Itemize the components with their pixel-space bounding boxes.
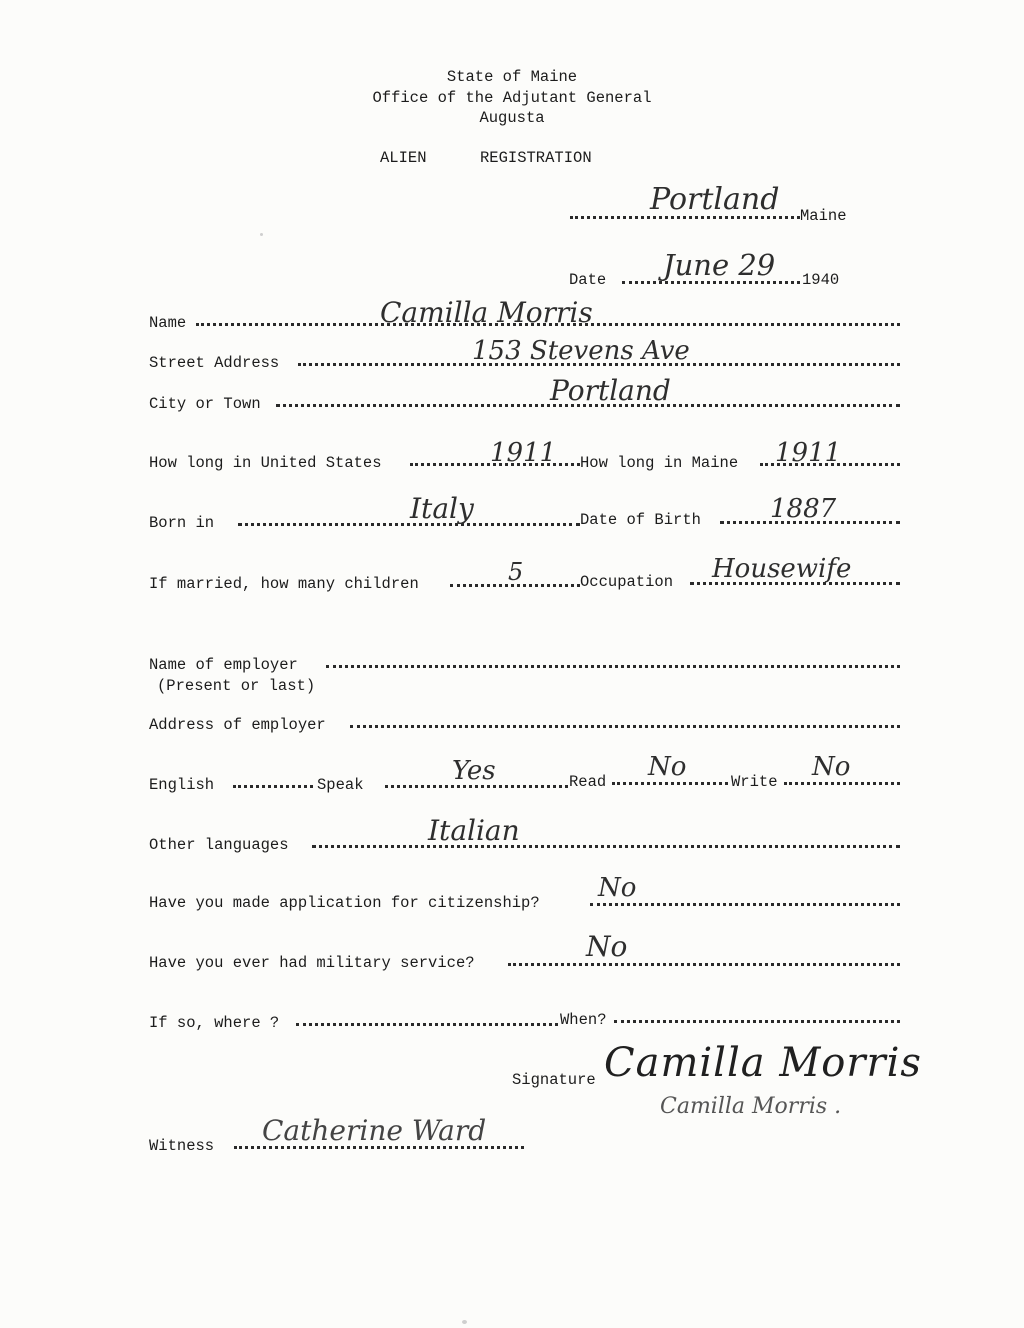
name-label: Name <box>149 314 187 332</box>
born-label: Born in <box>149 514 215 532</box>
speak-value: Yes <box>452 756 496 786</box>
english-label: English <box>149 776 215 794</box>
header-office: Office of the Adjutant General <box>372 89 652 107</box>
write-value: No <box>812 752 851 782</box>
dob-value: 1887 <box>770 494 837 524</box>
maine-years-value: 1911 <box>775 438 842 468</box>
citizenship-value: No <box>598 873 637 903</box>
where-label: If so, where ? <box>149 1014 280 1032</box>
dob-label: Date of Birth <box>580 511 701 529</box>
date-label: Date <box>569 271 607 289</box>
children-label: If married, how many children <box>149 575 419 593</box>
read-value: No <box>648 752 687 782</box>
occupation-value: Housewife <box>712 554 852 584</box>
place-suffix: Maine <box>800 207 847 225</box>
witness-label: Witness <box>149 1137 215 1155</box>
languages-value: Italian <box>428 814 520 847</box>
languages-dots <box>312 845 900 848</box>
citizenship-dots <box>590 903 900 906</box>
military-label: Have you ever had military service? <box>149 954 475 972</box>
signature-value: Camilla Morris <box>604 1040 922 1086</box>
read-dots <box>612 782 728 785</box>
stray-mark <box>260 233 263 236</box>
street-value: 153 Stevens Ave <box>472 336 690 366</box>
date-value: June 29 <box>663 248 776 282</box>
witness-value: Catherine Ward <box>262 1114 487 1147</box>
english-dots <box>233 785 313 788</box>
maine-years-label: How long in Maine <box>580 454 739 472</box>
citizenship-label: Have you made application for citizenship? <box>149 894 540 912</box>
signature-label: Signature <box>512 1071 596 1089</box>
header-city: Augusta <box>479 109 545 127</box>
header-state: State of Maine <box>446 68 578 86</box>
write-label: Write <box>731 773 778 791</box>
children-value: 5 <box>508 558 524 586</box>
employer-label: Name of employer <box>149 656 298 674</box>
employer-address-dots <box>350 725 900 728</box>
street-label: Street Address <box>149 354 280 372</box>
stray-mark <box>462 1320 467 1324</box>
form-title-registration: REGISTRATION <box>480 149 592 167</box>
form-title-alien: ALIEN <box>380 149 427 167</box>
signature-note: Camilla Morris . <box>660 1094 842 1119</box>
occupation-label: Occupation <box>580 573 674 591</box>
employer-sublabel: (Present or last) <box>157 677 316 695</box>
us-years-label: How long in United States <box>149 454 382 472</box>
born-dots <box>238 523 580 526</box>
date-year: 1940 <box>802 271 840 289</box>
employer-dots <box>326 665 900 668</box>
born-value: Italy <box>410 492 474 525</box>
employer-address-label: Address of employer <box>149 716 326 734</box>
place-value: Portland <box>650 182 780 217</box>
us-years-value: 1911 <box>490 438 557 468</box>
when-dots <box>614 1020 900 1023</box>
languages-label: Other languages <box>149 836 289 854</box>
military-value: No <box>586 930 628 963</box>
name-value: Camilla Morris <box>380 296 593 329</box>
city-value: Portland <box>550 374 671 407</box>
speak-label: Speak <box>317 776 364 794</box>
read-label: Read <box>569 773 607 791</box>
where-dots <box>296 1023 558 1026</box>
city-label: City or Town <box>149 395 261 413</box>
write-dots <box>784 782 900 785</box>
military-dots <box>508 963 900 966</box>
when-label: When? <box>560 1011 607 1029</box>
